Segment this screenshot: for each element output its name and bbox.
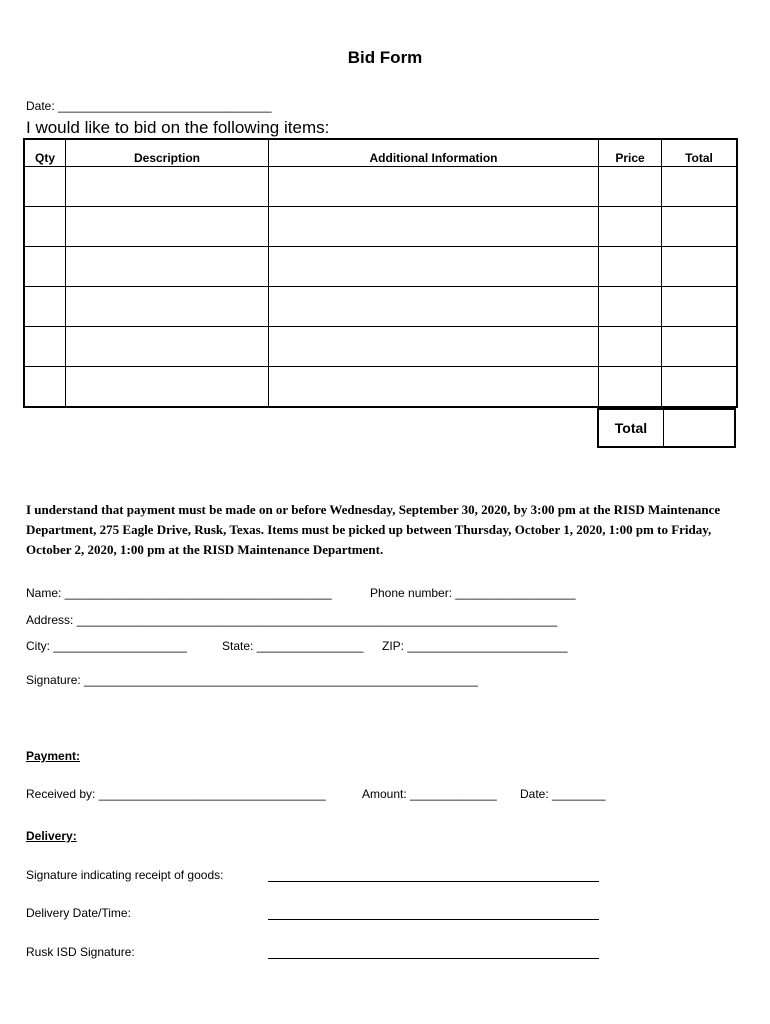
col-header-price: Price	[599, 140, 662, 167]
qty-cell[interactable]	[25, 367, 66, 407]
isd-signature-line[interactable]	[268, 958, 599, 959]
receipt-signature-label: Signature indicating receipt of goods:	[26, 868, 224, 882]
city-field[interactable]: City: ____________________	[26, 639, 187, 653]
additional-info-cell[interactable]	[269, 327, 599, 367]
bid-items-table	[24, 139, 737, 407]
description-cell[interactable]	[66, 247, 269, 287]
price-cell[interactable]	[599, 247, 662, 287]
signature-field[interactable]: Signature: ___________________________________________________________	[26, 673, 478, 687]
total-cell[interactable]	[662, 247, 737, 287]
price-cell[interactable]	[599, 327, 662, 367]
description-cell[interactable]	[66, 207, 269, 247]
price-cell[interactable]	[599, 207, 662, 247]
zip-field[interactable]: ZIP: ________________________	[382, 639, 568, 653]
price-cell[interactable]	[599, 167, 662, 207]
amount-field[interactable]: Amount: _____________	[362, 787, 497, 801]
table-row	[25, 287, 737, 327]
address-field[interactable]: Address: ________________________________________________________________________	[26, 613, 558, 627]
payment-terms-text: I understand that payment must be made on or before Wednesday, September 30, 2020, by 3:00 pm at the RISD Maintenance Department, 275 Eagle Drive, Rusk, Texas. Items must be picked up between Thursday, October 1, 2020, 1:00 pm to Friday, October 2, 2020, 1:00 pm at the RISD Maintenance Department.	[26, 502, 721, 557]
table-row	[25, 247, 737, 287]
qty-cell[interactable]	[25, 247, 66, 287]
total-cell[interactable]	[662, 167, 737, 207]
delivery-datetime-line[interactable]	[268, 919, 599, 920]
col-header-total: Total	[662, 140, 737, 167]
table-header-row	[25, 140, 737, 167]
grand-total-cell[interactable]	[664, 410, 734, 446]
payment-heading: Payment:	[26, 749, 81, 763]
description-cell[interactable]	[66, 327, 269, 367]
name-field[interactable]: Name: ________________________________________	[26, 586, 332, 600]
grand-total-label: Total	[599, 410, 664, 446]
qty-cell[interactable]	[25, 287, 66, 327]
additional-info-cell[interactable]	[269, 367, 599, 407]
total-cell[interactable]	[662, 327, 737, 367]
price-cell[interactable]	[599, 287, 662, 327]
payment-date-field[interactable]: Date: ________	[520, 787, 606, 801]
col-header-qty: Qty	[25, 140, 66, 167]
state-field[interactable]: State: ________________	[222, 639, 364, 653]
table-row	[25, 167, 737, 207]
qty-cell[interactable]	[25, 327, 66, 367]
delivery-datetime-label: Delivery Date/Time:	[26, 906, 131, 920]
phone-field[interactable]: Phone number: __________________	[370, 586, 576, 600]
col-header-additional-information: Additional Information	[269, 140, 599, 167]
table-row	[25, 367, 737, 407]
qty-cell[interactable]	[25, 207, 66, 247]
description-cell[interactable]	[66, 367, 269, 407]
receipt-signature-line[interactable]	[268, 881, 599, 882]
additional-info-cell[interactable]	[269, 167, 599, 207]
table-row	[25, 327, 737, 367]
form-title: Bid Form	[347, 48, 423, 67]
price-cell[interactable]	[599, 367, 662, 407]
description-cell[interactable]	[66, 167, 269, 207]
intro-text: I would like to bid on the following items:	[26, 118, 330, 137]
received-by-field[interactable]: Received by: __________________________________	[26, 787, 326, 801]
isd-signature-label: Rusk ISD Signature:	[26, 945, 135, 959]
total-cell[interactable]	[662, 207, 737, 247]
table-body	[25, 167, 737, 407]
additional-info-cell[interactable]	[269, 207, 599, 247]
delivery-heading: Delivery:	[26, 829, 77, 843]
col-header-description: Description	[66, 140, 269, 167]
total-cell[interactable]	[662, 287, 737, 327]
additional-info-cell[interactable]	[269, 287, 599, 327]
date-field[interactable]: Date: ________________________________	[26, 99, 272, 113]
qty-cell[interactable]	[25, 167, 66, 207]
description-cell[interactable]	[66, 287, 269, 327]
additional-info-cell[interactable]	[269, 247, 599, 287]
grand-total-box	[597, 408, 736, 448]
table-row	[25, 207, 737, 247]
total-cell[interactable]	[662, 367, 737, 407]
